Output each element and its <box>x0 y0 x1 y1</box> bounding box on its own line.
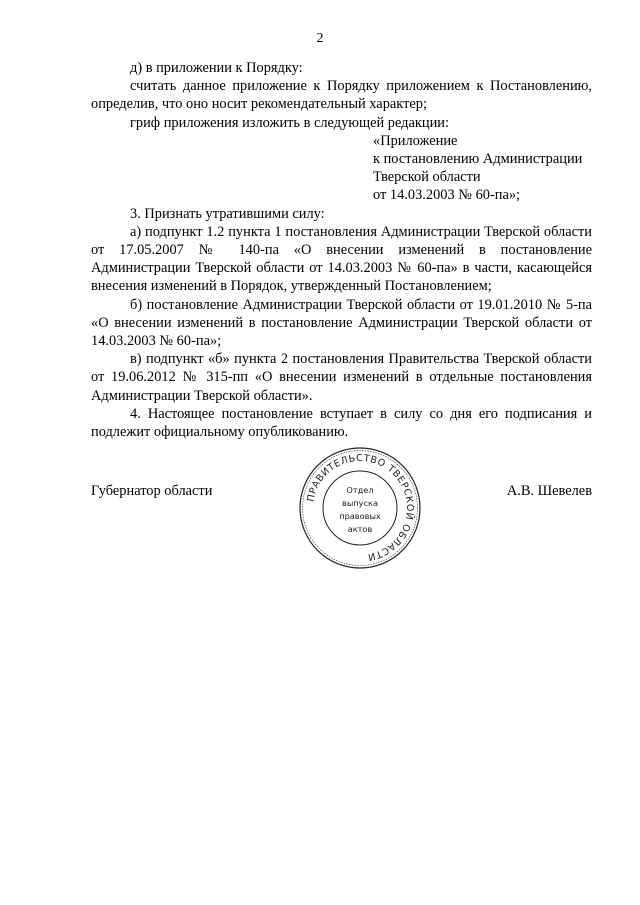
paragraph-d: д) в приложении к Порядку: <box>130 60 303 76</box>
stamp-dotted-ring <box>303 451 418 566</box>
official-stamp <box>298 446 422 570</box>
stamp-center-line: правовых <box>339 511 381 521</box>
stamp-ring-text: ПРАВИТЕЛЬСТВО ТВЕРСКОЙ ОБЛАСТИ <box>305 452 416 563</box>
signature-name: А.В. Шевелев <box>506 483 592 499</box>
item-3b: б) постановление Администрации Тверской области от 19.01.2010 № 5-па «О внесении изменений в постановление Администрации Тверской области от 14.03.2003 № 60-па»; <box>91 296 592 350</box>
grif-block <box>91 132 592 205</box>
item-3v: в) подпункт «б» пункта 2 постановления Правительства Тверской области от 19.06.2012 № 315-пп «О внесении изменений в отдельные постановления Администрации Тверской области». <box>91 351 592 404</box>
item-4: 4. Настоящее постановление вступает в силу со дня его подписания и подлежит официальному опубликованию. <box>91 405 592 441</box>
item-3: 3. Признать утратившими силу: <box>130 205 325 222</box>
stamp-center-line: выпуска <box>342 498 378 508</box>
signature-position: Губернатор области <box>91 483 213 499</box>
document-body <box>91 59 592 441</box>
paragraph-grif-intro: гриф приложения изложить в следующей редакции: <box>130 114 449 131</box>
item-3a: а) подпункт 1.2 пункта 1 постановления Администрации Тверской области от 17.05.2007 № 140-па «О внесении изменений в постановление Администрации Тверской области от 14.03.2003 № 60-па» в части, касающейся внесения изменений в Порядок, утвержденный Постановлением; <box>91 223 592 295</box>
page-number: 2 <box>316 31 324 46</box>
stamp-center-line: актов <box>347 524 373 534</box>
stamp-center-line: Отдел <box>346 485 374 495</box>
grif-line: к постановлению Администрации <box>373 151 583 168</box>
grif-line: Тверской области <box>373 169 481 186</box>
grif-line: от 14.03.2003 № 60-па»; <box>373 187 521 204</box>
stamp-outer-ring <box>300 448 420 568</box>
paragraph-consider: считать данное приложение к Порядку приложением к Постановлению, определив, что оно носит рекомендательный характер; <box>91 78 592 113</box>
grif-line: «Приложение <box>373 132 458 149</box>
